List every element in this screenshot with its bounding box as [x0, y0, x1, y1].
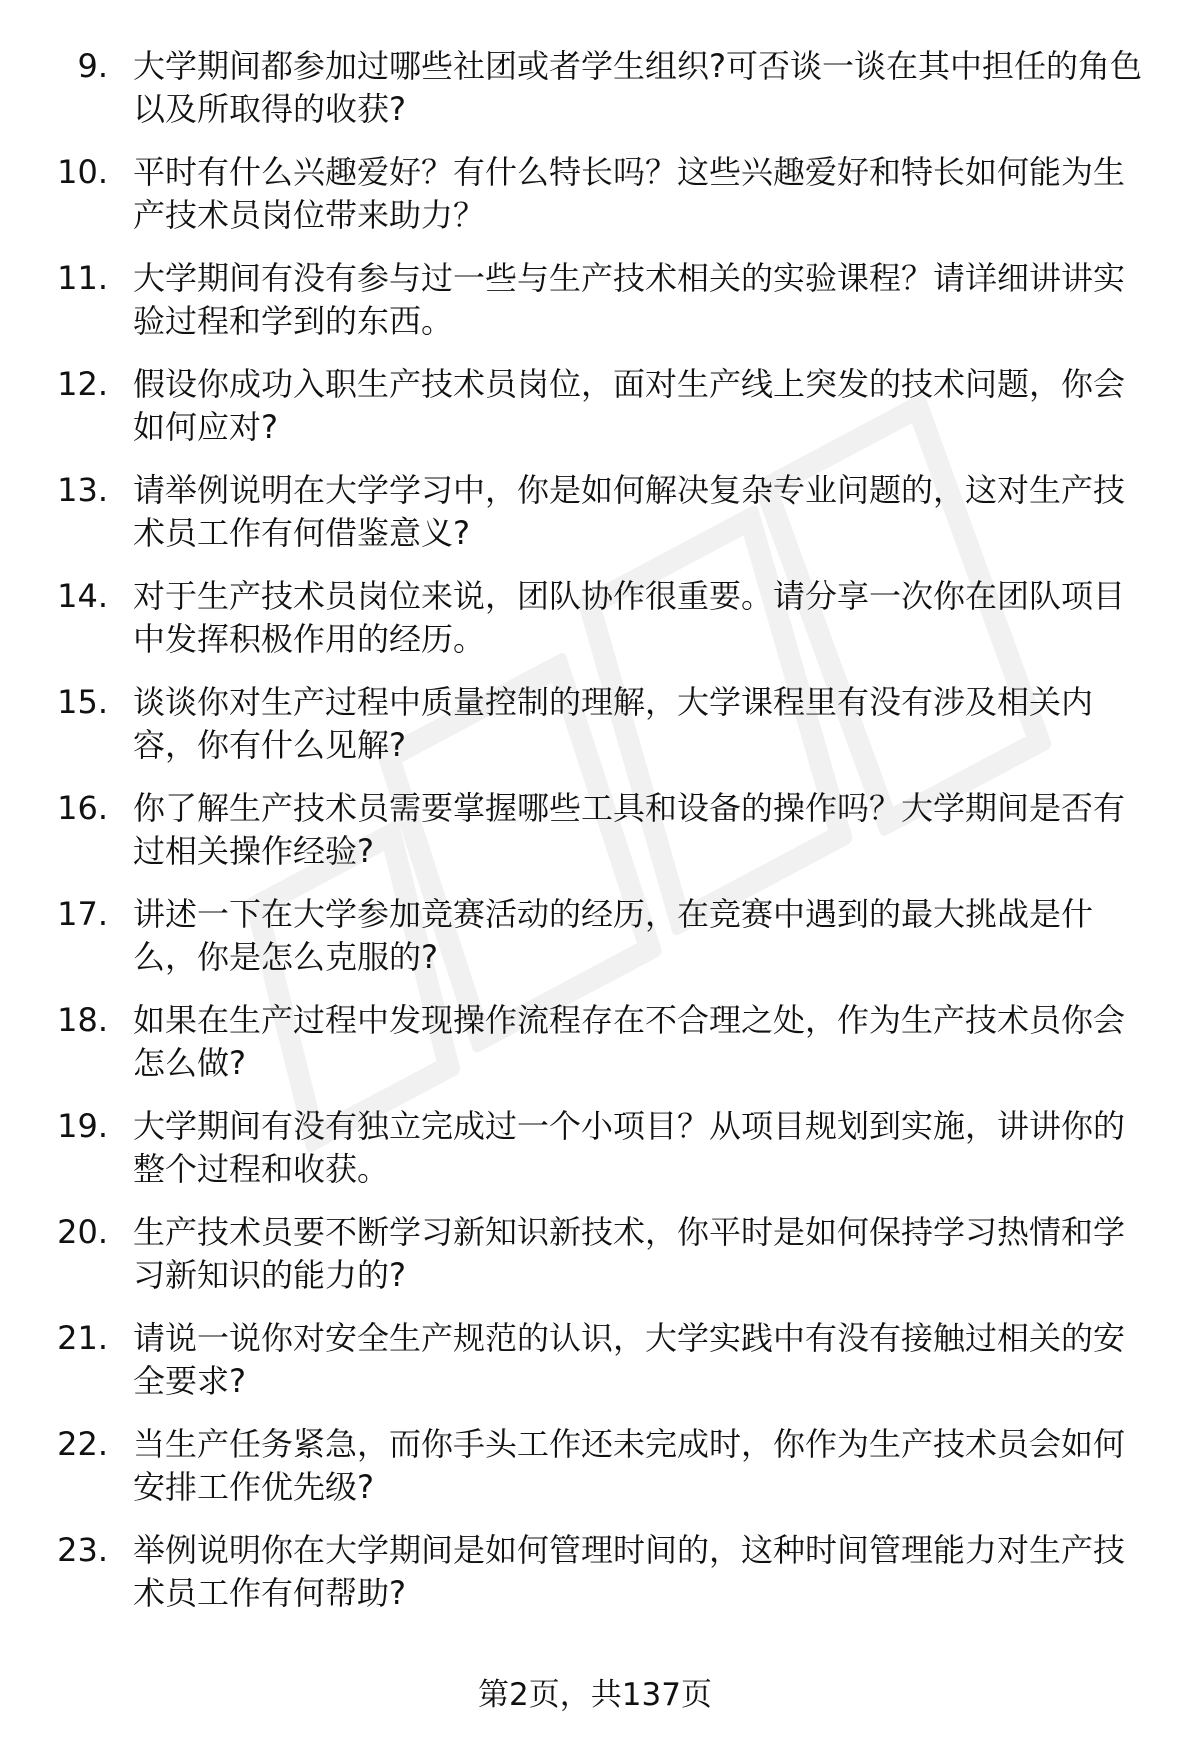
question-number: 19. [57, 1107, 108, 1145]
question-item-22 [0, 1423, 1190, 1509]
question-item-19 [0, 1105, 1190, 1191]
question-text: 平时有什么兴趣爱好？有什么特长吗？这些兴趣爱好和特长如何能为生产技术员岗位带来助力？ [133, 153, 1126, 234]
question-text: 谈谈你对生产过程中质量控制的理解，大学课程里有没有涉及相关内容，你有什么见解? [133, 683, 1094, 764]
question-number: 21. [57, 1319, 108, 1357]
question-number: 12. [57, 365, 108, 403]
question-number: 14. [57, 577, 108, 615]
question-number: 17. [57, 895, 108, 933]
question-text: 生产技术员要不断学习新知识新技术，你平时是如何保持学习热情和学习新知识的能力的? [133, 1213, 1126, 1294]
question-item-12 [0, 363, 1190, 449]
question-number: 23. [57, 1531, 108, 1569]
question-item-17 [0, 893, 1190, 979]
question-number: 15. [57, 683, 108, 721]
question-text: 假设你成功入职生产技术员岗位，面对生产线上突发的技术问题，你会如何应对? [133, 365, 1126, 446]
question-number: 18. [57, 1001, 108, 1039]
question-item-18 [0, 999, 1190, 1085]
question-number: 11. [57, 259, 108, 297]
question-item-16 [0, 787, 1190, 873]
question-item-15 [0, 681, 1190, 767]
question-list [0, 45, 1190, 1615]
question-text: 大学期间有没有参与过一些与生产技术相关的实验课程？请详细讲讲实验过程和学到的东西。 [133, 259, 1126, 340]
question-text: 大学期间都参加过哪些社团或者学生组织?可否谈一谈在其中担任的角色以及所取得的收获? [133, 47, 1142, 128]
question-text: 对于生产技术员岗位来说，团队协作很重要。请分享一次你在团队项目中发挥积极作用的经历。 [133, 577, 1126, 658]
question-text: 你了解生产技术员需要掌握哪些工具和设备的操作吗？大学期间是否有过相关操作经验? [133, 789, 1126, 870]
question-number: 22. [57, 1425, 108, 1463]
page-footer: 第2页，共137页 [478, 1677, 712, 1713]
question-number: 20. [57, 1213, 108, 1251]
question-text: 举例说明你在大学期间是如何管理时间的，这种时间管理能力对生产技术员工作有何帮助? [133, 1531, 1126, 1612]
question-number: 9. [77, 47, 108, 85]
question-text: 请举例说明在大学学习中，你是如何解决复杂专业问题的，这对生产技术员工作有何借鉴意义? [133, 471, 1126, 552]
question-item-13 [0, 469, 1190, 555]
question-text: 请说一说你对安全生产规范的认识，大学实践中有没有接触过相关的安全要求? [133, 1319, 1126, 1400]
question-number: 10. [57, 153, 108, 191]
question-item-14 [0, 575, 1190, 661]
question-item-20 [0, 1211, 1190, 1297]
question-number: 16. [57, 789, 108, 827]
question-text: 当生产任务紧急，而你手头工作还未完成时，你作为生产技术员会如何安排工作优先级? [133, 1425, 1126, 1506]
question-item-9 [0, 45, 1190, 131]
question-text: 大学期间有没有独立完成过一个小项目？从项目规划到实施，讲讲你的整个过程和收获。 [133, 1107, 1126, 1188]
question-text: 如果在生产过程中发现操作流程存在不合理之处，作为生产技术员你会怎么做? [133, 1001, 1126, 1082]
question-item-23 [0, 1529, 1190, 1615]
question-item-11 [0, 257, 1190, 343]
question-number: 13. [57, 471, 108, 509]
question-text: 讲述一下在大学参加竞赛活动的经历，在竞赛中遇到的最大挑战是什么，你是怎么克服的? [133, 895, 1094, 976]
question-item-10 [0, 151, 1190, 237]
question-item-21 [0, 1317, 1190, 1403]
